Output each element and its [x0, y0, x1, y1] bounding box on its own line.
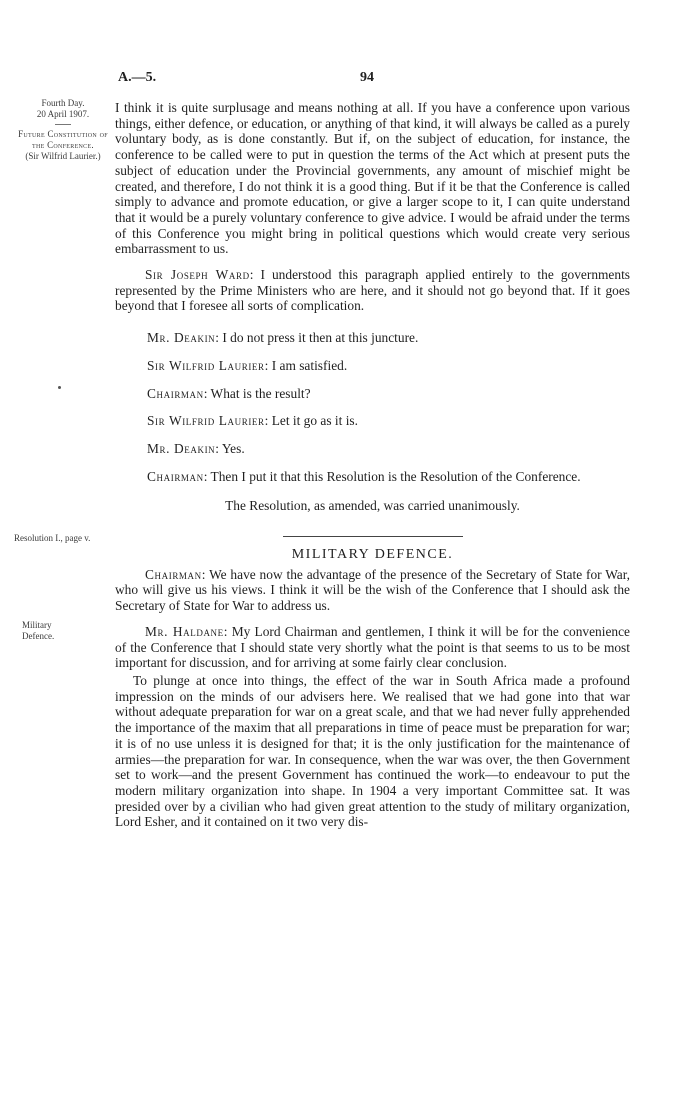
margin-speaker: (Sir Wilfrid Laurier.) [25, 151, 101, 161]
speaker-name: Mr. Deakin [147, 440, 216, 456]
dialogue-block [115, 330, 630, 457]
margin-day: Fourth Day. [41, 98, 85, 108]
margin-topic: Future Constitution of the Conference. [18, 129, 108, 150]
speech-text: : My Lord Chairman and gentlemen, I think it will be for the convenience of the Conference that I should state very shortly what the point is that seems to us to be most important for discussion, and for arriving at some fairly clear conclusion. [115, 623, 630, 671]
dialogue-line [115, 386, 630, 402]
speech-text: : We have now the advantage of the presence of the Secretary of State for War, who will give us his views. I think it will be the wish of the Conference that I should ask the Secretary of State for War to address us. [115, 566, 630, 614]
paragraph-chairman [115, 469, 630, 485]
margin-date: 20 April 1907. [36, 109, 90, 119]
dialogue-line [115, 358, 630, 374]
speech-text: : I do not press it then at this juncture. [215, 330, 419, 346]
speech-text: : Then I put it that this Resolution is the Resolution of the Conference. [203, 468, 581, 484]
paragraph-laurier: I think it is quite surplusage and means nothing at all. If you have a conference upon various things, either defence, or education, or anything of that kind, it will always be called as a purely voluntary body, as is done constantly. But if, on the subject of education, for instance, the conference to be called were to put in question the terms of the Act which at present puts the subject of education under the Provincial governments, any amount of mischief might be created, and therefore, I do not think it is a good thing. But if it be that the Conference is called simply to advance and promote education, or give a larger scope to it, I can quite understand that it would be a purely voluntary conference to give advice. I would be afraid under the terms of this Conference you might bring in political questions which would create very serious embarrassment to us. [115, 100, 630, 257]
speech-text: : I am satisfied. [264, 357, 348, 373]
speech-text: : I understood this paragraph applied entirely to the governments represented by the Prime Ministers who are here, and it should not go beyond that. If it goes beyond that I foresee all sorts of complication. [115, 267, 631, 314]
main-text [115, 100, 630, 838]
paragraph-chairman-2 [115, 567, 630, 614]
resolution-carried: The Resolution, as amended, was carried unanimously. [225, 498, 520, 514]
section-title: MILITARY DEFENCE. [291, 547, 454, 563]
speaker-name: Sir Wilfrid Laurier [147, 413, 265, 429]
speaker-name: Chairman [147, 468, 204, 484]
paragraph-ward [115, 267, 630, 314]
page-number: 94 [360, 70, 374, 85]
speech-text: : Let it go as it is. [264, 413, 358, 429]
dialogue-line [115, 441, 630, 457]
margin-note-section: Military Defence. [22, 620, 55, 641]
margin-note-date [18, 98, 108, 162]
speaker-name: Mr. Haldane [145, 623, 224, 639]
speaker-name: Mr. Deakin [147, 330, 216, 346]
dialogue-line [115, 413, 630, 429]
document-reference: A.—5. [118, 70, 157, 85]
page-header [118, 70, 638, 90]
margin-mark [58, 386, 61, 389]
paragraph-haldane-2: To plunge at once into things, the effect of the war in South Africa made a profound impression on the minds of our advisers here. We realised that we had gone into that war without adequate preparation for war on a great scale, and that we had never fully apprehended the importance of the maxim that all preparations in time of peace must be preparation for war; it is of no use unless it is designed for that; it is the only justification for the maintenance of armies—the preparation for war. In consequence, when the war was over, the then Government set to work—and the present Government has continued the work—to endeavour to put the modern military organization into shape. In 1904 a very important Committee sat. It was presided over by a civilian who had given great attention to the study of military organization, Lord Esher, and it contained on it two very dis- [115, 672, 630, 830]
margin-note-resolution: Resolution I., page v. [14, 533, 91, 543]
speaker-name: Chairman [147, 385, 204, 401]
section-divider [283, 536, 463, 537]
speaker-name: Chairman [145, 566, 202, 582]
speaker-name: Sir Joseph Ward [145, 267, 250, 283]
speech-text: : Yes. [215, 440, 245, 456]
speech-text: : What is the result? [203, 385, 311, 401]
margin-divider [55, 124, 71, 125]
dialogue-line [115, 330, 630, 346]
paragraph-haldane [115, 624, 630, 671]
speaker-name: Sir Wilfrid Laurier [147, 357, 265, 373]
